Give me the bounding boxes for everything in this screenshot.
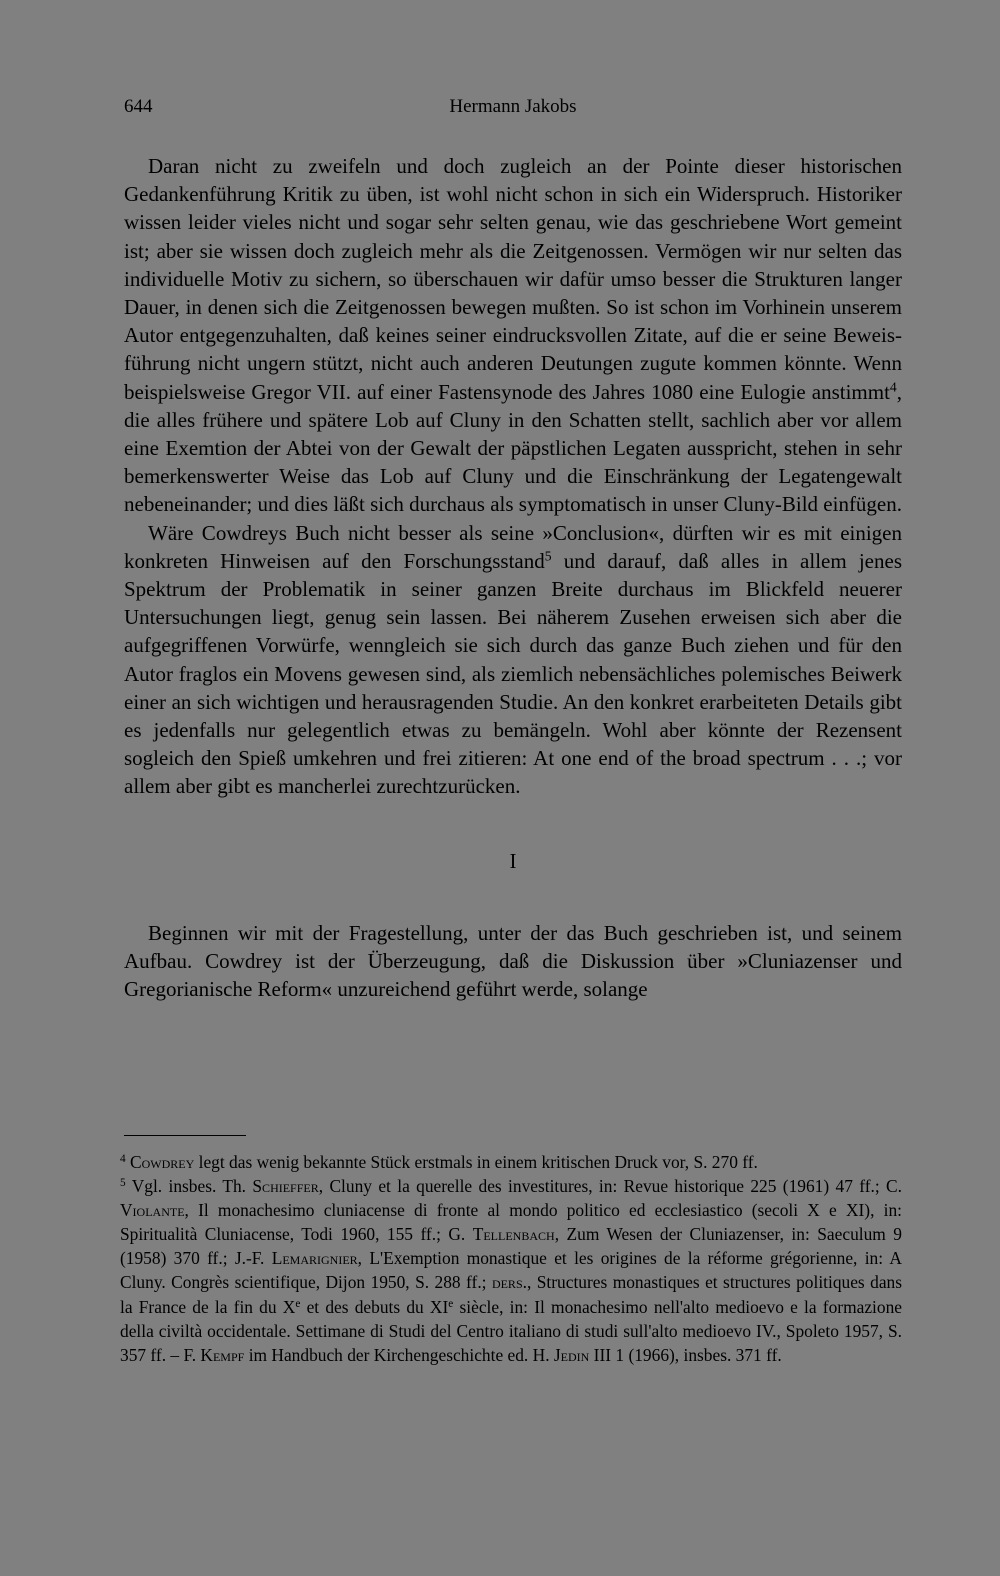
footnote-ref: 4 xyxy=(889,379,897,395)
footnote: $^5$ Vgl. insbes. Th. Schieffer, Cluny et la querelle des investitures, in: Revue historique 225 (1961) 47 ff.; C. Violante, Il monachesimo cluniacense di fronte al mondo politico ed ecclesiastico (secoli X e XI), in: Spiritualità Cluniacense, Todi 1960, 155 ff.; G. Tellenbach, Zum Wesen der Cluniazenser, in: Saeculum 9 (1958) 370 ff.; J.-F. Lemarignier, L'Exemption monastique et les origines de la réforme grégorienne, in: A Cluny. Congrès scientifique, Dijon 1950, S. 288 ff.; ders., Structures monastiques et structures politiques dans la France de la fin du Xe et des debuts du XIe siècle, in: Il monachesimo nell'alto medioevo e la formazione della civiltà occidentale. Settimane di Studi del Centro italiano di studi sull'alto medioevo IV., Spoleto 1957, S. 357 ff. – F. Kempf im Handbuch der Kirchengeschichte ed. H. Jedin III 1 (1966), insbes. 371 ff. xyxy=(120,1176,903,1365)
page-number: 644 xyxy=(124,96,153,117)
footnote-number: 5 xyxy=(120,1176,126,1189)
footnotes xyxy=(120,1150,902,1367)
section-heading: I xyxy=(509,848,517,873)
paragraph: Beginnen wir mit der Fragestellung, unter der das Buch geschrieben ist, und seinem Aufbau. Cowdrey ist der Überzeugung, daß die Diskussion über »Cluniazenser und Gregorianische Reform« unzureichend geführt werde, solange xyxy=(124,920,902,1002)
footnote-ref: 5 xyxy=(544,548,552,564)
paragraph: Daran nicht zu zweifeln und doch zugleich an der Pointe dieser historischen Gedankenführung Kritik zu üben, ist wohl nicht schon in sich ein Widerspruch. Historiker wissen leider vieles nicht und sogar sehr selten genau, wie das geschriebene Wort gemeint ist; aber sie wissen doch zugleich mehr als die Zeitgenossen. Vermögen wir nur selten das individuelle Motiv zu sichern, so überschauen wir dafür umso besser die Strukturen langer Dauer, in denen sich die Zeitgenossen bewegen mußten. So ist schon im Vorhinein unserem Autor entgegenzuhalten, daß keines seiner eindrucksvollen Zitate, auf die er seine Beweisführung nicht ungern stützt, nicht auch anderen Deutungen zugute kommen könnte. Wenn beispielsweise Gregor VII. auf einer Fastensynode des Jahres 1080 eine Eulogie anstimmt$^4$, die alles frühere und spätere Lob auf Cluny in den Schatten stellt, sachlich aber vor allem eine Exemtion der Abtei von der Gewalt der päpstlichen Legaten ausspricht, stehen in sehr bemerkenswerter Weise das Lob auf Cluny und die Einschränkung der Legatengewalt nebeneinander; und dies läßt sich durchaus als symptomatisch in unser Cluny-Bild einfügen. xyxy=(124,154,903,517)
footnote-number: 4 xyxy=(120,1152,126,1165)
footnote-rule xyxy=(124,1135,246,1136)
main-text xyxy=(124,152,902,1003)
footnote: $^4$ Cowdrey legt das wenig bekannte Stück erstmals in einem kritischen Druck vor, S. 270 ff. xyxy=(120,1152,758,1172)
paragraph: Wäre Cowdreys Buch nicht besser als seine »Conclusion«, dürften wir es mit einigen konkreten Hinweisen auf den Forschungsstand$^5$ und darauf, daß alles in allem jenes Spektrum der Problematik in seiner ganzen Breite durchaus im Blickfeld neuerer Untersuchungen liegt, genug sein lassen. Bei näherem Zusehen erweisen sich aber die aufgegriffenen Vorwürfe, wenngleich sie sich durch das ganze Buch ziehen und für den Autor fraglos ein Movens gewesen sind, als ziemlich nebensächliches polemisches Beiwerk einer an sich wichtigen und herausragenden Studie. An den konkret erarbeiteten Details gibt es jedenfalls nur gelegentlich etwas zu bemängeln. Wohl aber könnte der Rezensent sogleich den Spieß umkehren und frei zitieren: At one end of the broad spectrum . . .; vor allem aber gibt es mancherlei zurechtzurücken. xyxy=(124,520,902,799)
page-header xyxy=(124,96,902,126)
running-head: Hermann Jakobs xyxy=(449,96,577,117)
